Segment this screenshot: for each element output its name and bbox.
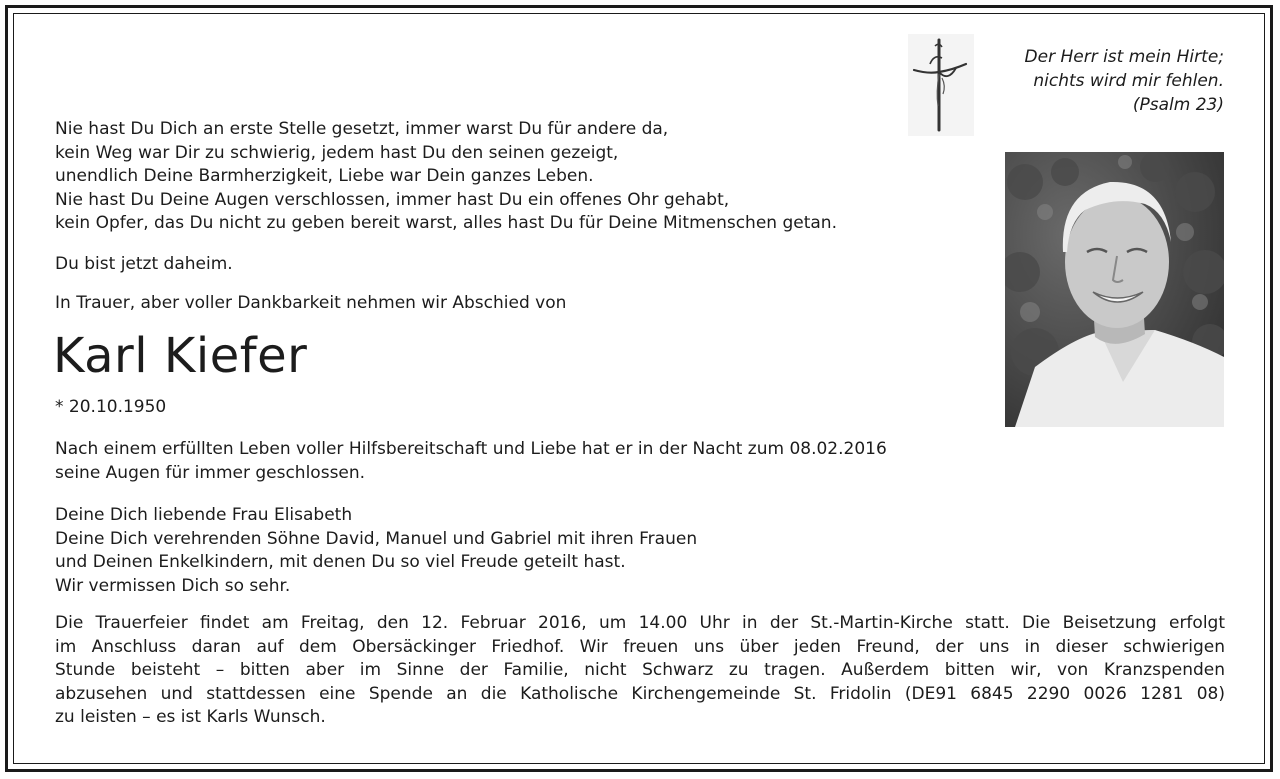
funeral-line: Die Trauerfeier findet am Freitag, den 12. Februar 2016, um 14.00 Uhr in der St.-Martin-Kirche statt. Die Beisetzung erfolgt — [55, 613, 1225, 633]
family-line: und Deinen Enkelkindern, mit denen Du so viel Freude geteilt hast. — [55, 552, 626, 572]
poem-line: unendlich Deine Barmherzigkeit, Liebe war Dein ganzes Leben. — [55, 166, 594, 186]
motto-line: nichts wird mir fehlen. — [1033, 71, 1224, 91]
poem-line: kein Opfer, das Du nicht zu geben bereit warst, alles hast Du für Deine Mitmenschen getan. — [55, 213, 837, 233]
family-line: Deine Dich verehrenden Söhne David, Manuel und Gabriel mit ihren Frauen — [55, 528, 698, 549]
motto-line: (Psalm 23) — [1132, 95, 1224, 115]
family-block — [55, 504, 697, 598]
family-line: Deine Dich liebende Frau Elisabeth — [55, 505, 353, 525]
funeral-details — [55, 612, 1225, 730]
death-notice — [55, 438, 887, 485]
birth-date: * 20.10.1950 — [55, 397, 167, 417]
poem-line: Nie hast Du Deine Augen verschlossen, immer hast Du ein offenes Ohr gehabt, — [55, 189, 730, 210]
death-line: seine Augen für immer geschlossen. — [55, 462, 366, 483]
funeral-line: Stunde beisteht – bitten aber im Sinne der Familie, nicht Schwarz zu tragen. Außerdem bitten wir, von Kranzspenden — [55, 660, 1225, 680]
poem-line: kein Weg war Dir zu schwierig, jedem hast Du den seinen gezeigt, — [55, 142, 619, 163]
funeral-line: im Anschluss daran auf dem Obersäckinger Friedhof. Wir freuen uns über jeden Freund, der uns in dieser schwierigen — [55, 636, 1225, 657]
motto-line: Der Herr ist mein Hirte; — [1024, 47, 1224, 67]
funeral-line: zu leisten – es ist Karls Wunsch. — [55, 707, 326, 727]
portrait-photo — [1005, 152, 1224, 427]
deceased-name: Karl Kiefer — [53, 328, 308, 384]
funeral-line: abzusehen und stattdessen eine Spende an die Katholische Kirchengemeinde St. Fridolin (DE91 6845 2290 0026 1281 08) — [55, 683, 1225, 704]
death-line: Nach einem erfüllten Leben voller Hilfsbereitschaft und Liebe hat er in der Nacht zum 08.02.2016 — [55, 439, 887, 459]
daheim-line: Du bist jetzt daheim. — [55, 254, 233, 274]
poem-line: Nie hast Du Dich an erste Stelle gesetzt, immer warst Du für andere da, — [55, 119, 669, 139]
intro-line: In Trauer, aber voller Dankbarkeit nehmen wir Abschied von — [55, 293, 567, 313]
family-line: Wir vermissen Dich so sehr. — [55, 575, 291, 596]
psalm-motto — [964, 45, 1224, 117]
poem-block — [55, 118, 837, 236]
